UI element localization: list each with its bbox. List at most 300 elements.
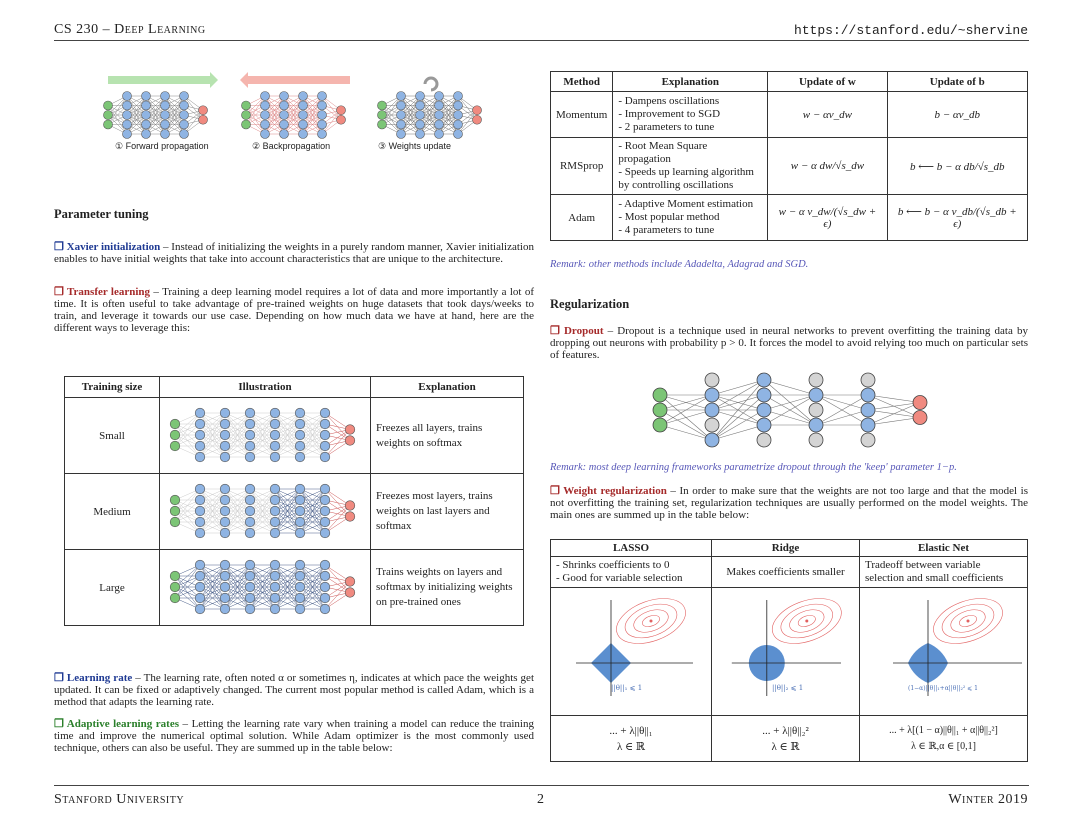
neuron [220,517,230,527]
regularization-table [550,539,1028,762]
fig-label-backprop: ② Backpropagation [252,141,331,151]
footer-rule [54,785,1029,786]
neuron [270,484,280,494]
table-row [65,474,524,550]
optimizer-table [550,71,1028,241]
neuron [245,560,255,570]
neuron [454,101,463,110]
neuron [454,92,463,101]
neuron [195,517,205,527]
neuron [142,101,151,110]
net-edge [712,425,764,440]
neuron [245,441,255,451]
neuron [220,495,230,505]
neuron [318,101,327,110]
neuron [245,571,255,581]
neuron [220,452,230,462]
neuron [705,433,719,447]
neuron [220,593,230,603]
adaptive-lr-title: ❐ Adaptive learning rates [54,718,179,730]
neuron [295,582,305,592]
table-row [65,398,524,474]
dropped-neuron [809,433,823,447]
neuron [142,130,151,139]
fig-label-forward: ① Forward propagation [115,141,209,151]
exp-medium: Freezes most layers, trains weights on last layers and softmax [371,474,524,550]
method-rmsprop: RMSprop [551,138,613,195]
neuron [318,130,327,139]
neuron [705,403,719,417]
desc-lasso: - Shrinks coefficients to 0 - Good for variable selection [551,557,712,588]
neuron [345,501,355,511]
neuron [261,111,270,120]
neuron [199,115,208,124]
neuron [318,92,327,101]
th-training-size: Training size [65,377,160,398]
neuron [270,582,280,592]
neuron [220,484,230,494]
neuron [261,92,270,101]
neuron [378,111,387,120]
neuron [245,495,255,505]
neuron [242,101,251,110]
neuron [320,484,330,494]
w-momentum: w − αv_dw [768,92,887,138]
neuron [435,101,444,110]
neuron [861,418,875,432]
neuron [653,403,667,417]
neuron [245,430,255,440]
dropped-neuron [809,403,823,417]
neuron [104,111,113,120]
table-row [551,92,1028,138]
constraint-ridge: ||θ||₂ ⩽ 1 [772,684,804,692]
neuron [142,92,151,101]
dropped-neuron [809,373,823,387]
net-edge [712,410,764,440]
neuron [861,403,875,417]
neuron [195,593,205,603]
neuron [161,101,170,110]
neuron [161,130,170,139]
table-row [551,195,1028,241]
neuron [280,130,289,139]
neuron [220,506,230,516]
dropout-paragraph: ❐ Dropout – Dropout is a technique used in neural networks to prevent overfitting the training data by dropping out neurons with probability p > 0. It forces the model to avoid relying too much on particular sets of features. [550,325,1028,361]
neuron [104,101,113,110]
illus-small [160,398,371,474]
neuron [757,418,771,432]
neuron [416,130,425,139]
header-rule [54,40,1029,41]
dropped-neuron [861,373,875,387]
net-edge [108,96,127,125]
neuron [295,441,305,451]
neuron [170,517,180,527]
neuron [220,571,230,581]
b-rmsprop: b ⟵ b − α db/√s_db [887,138,1027,195]
neuron [345,512,355,522]
neuron [295,452,305,462]
neuron [345,577,355,587]
plot-elastic [860,588,1028,716]
neuron [170,419,180,429]
neuron [261,120,270,129]
neuron [123,111,132,120]
neuron [705,388,719,402]
neuron [270,517,280,527]
neuron [653,388,667,402]
net-edge [175,489,200,522]
size-medium: Medium [65,474,160,550]
neuron [242,120,251,129]
neuron [320,517,330,527]
neuron [180,120,189,129]
backward-arrow [240,72,350,88]
neuron [318,120,327,129]
neuron [245,582,255,592]
neuron [245,528,255,538]
b-adam: b ⟵ b − α v_db/(√s_db + ϵ) [887,195,1027,241]
illus-large [160,550,371,626]
net-edge [246,96,265,125]
neuron [195,408,205,418]
net-edge [868,395,920,403]
neuron [220,441,230,451]
neuron [913,411,927,425]
neuron [180,92,189,101]
neuron [180,130,189,139]
neuron [245,604,255,614]
net-edge [764,410,816,425]
neuron [270,528,280,538]
neuron [435,92,444,101]
net-edge [868,403,920,426]
header-left: CS 230 – Deep Learning [54,22,206,37]
neuron [299,130,308,139]
neuron [416,120,425,129]
neuron [242,111,251,120]
neuron [170,441,180,451]
xavier-paragraph: ❐ Xavier initialization – Instead of initializing the weights in a purely random manner, Xavier initialization enables to have initial weights that take into account characteristics that are unique to the architecture. [54,241,534,265]
neuron [757,373,771,387]
learning-rate-title: ❐ Learning rate [54,672,133,684]
neuron [195,419,205,429]
net-edge [660,410,712,425]
net-edge [175,565,200,598]
neuron [270,408,280,418]
neuron [295,430,305,440]
neuron [195,506,205,516]
neuron [295,604,305,614]
neuron [195,484,205,494]
neuron [280,120,289,129]
constraint-lasso: ||θ||₁ ⩽ 1 [611,684,643,692]
dropout-figure [645,370,935,450]
neuron [195,582,205,592]
optimum-point [805,620,808,623]
constraint-elastic: (1−α)||θ||₁+α||θ||₂² ⩽ 1 [908,685,978,692]
net-edge [660,410,712,440]
dropped-neuron [705,418,719,432]
fig-label-update: ③ Weights update [378,141,451,151]
neuron [757,403,771,417]
neuron [653,418,667,432]
optimum-point [967,620,970,623]
neuron [270,419,280,429]
neuron [416,92,425,101]
neuron [861,388,875,402]
neuron [280,111,289,120]
neuron [337,115,346,124]
forward-arrow [108,72,218,88]
adaptive-lr-paragraph: ❐ Adaptive learning rates – Letting the learning rate vary when training a model can reduce the training time and improve the numerical optimal solution. While Adam optimizer is the most commonly used technique, others can also be useful. They are summed up in the table below: [54,718,534,754]
neuron [397,111,406,120]
net-edge [175,413,200,446]
size-small: Small [65,398,160,474]
neuron [195,571,205,581]
neuron [195,495,205,505]
neuron [142,111,151,120]
neuron [809,388,823,402]
desc-elastic: Tradeoff between variable selection and small coefficients [860,557,1028,588]
neuron [454,111,463,120]
neuron [320,604,330,614]
neuron [270,593,280,603]
neuron [295,419,305,429]
neuron [473,106,482,115]
neuron [320,495,330,505]
neuron [299,92,308,101]
neuron [345,425,355,435]
illus-medium [160,474,371,550]
neuron [295,593,305,603]
neuron [161,92,170,101]
net-edge [816,395,868,410]
neuron [397,120,406,129]
neuron [320,593,330,603]
neuron [170,593,180,603]
neuron [318,111,327,120]
neuron [123,101,132,110]
neuron [295,560,305,570]
method-adam: Adam [551,195,613,241]
neuron [245,419,255,429]
exp-adam: - Adaptive Moment estimation - Most popular method - 4 parameters to tune [613,195,768,241]
neuron [170,571,180,581]
neuron [270,506,280,516]
neuron [295,495,305,505]
neuron [245,506,255,516]
section-parameter-tuning: Parameter tuning [54,207,149,221]
neuron [913,396,927,410]
neuron [245,517,255,527]
method-momentum: Momentum [551,92,613,138]
transfer-title: ❐ Transfer learning [54,286,151,298]
neuron [345,436,355,446]
neuron [142,120,151,129]
exp-rmsprop: - Root Mean Square propagation - Speeds up learning algorithm by controlling oscillations [613,138,768,195]
dropped-neuron [757,433,771,447]
neuron [195,441,205,451]
neuron [295,484,305,494]
weight-reg-title: ❐ Weight regularization [550,485,667,497]
neuron [345,588,355,598]
th-elastic-net: Elastic Net [860,540,1028,557]
neuron [195,560,205,570]
neuron [220,528,230,538]
neuron [320,441,330,451]
neuron [199,106,208,115]
neuron [261,101,270,110]
neuron [170,430,180,440]
footer-right: Winter 2019 [948,792,1028,807]
neuron [320,419,330,429]
neuron [104,120,113,129]
neuron [337,106,346,115]
neuron [320,560,330,570]
neuron [245,452,255,462]
neuron [170,506,180,516]
neuron [220,582,230,592]
net-edge [712,395,764,440]
neuron [473,115,482,124]
learning-rate-paragraph: ❐ Learning rate – The learning rate, often noted α or sometimes η, indicates at which pace the weights get updated. It can be fixed or adaptively changed. The current most popular method is called Adam, which is a method that adapts the learning rate. [54,672,534,708]
neuron [270,560,280,570]
neuron [123,92,132,101]
th-update-b: Update of b [887,72,1027,92]
neuron [280,92,289,101]
neuron [454,120,463,129]
refresh-icon [425,78,437,90]
neuron [270,604,280,614]
neuron [320,506,330,516]
neuron [180,101,189,110]
neuron [220,560,230,570]
w-rmsprop: w − α dw/√s_dw [768,138,887,195]
b-momentum: b − αv_db [887,92,1027,138]
net-edge [816,410,868,425]
neuron [435,120,444,129]
neuron [270,571,280,581]
remark-dropout: Remark: most deep learning frameworks parametrize dropout through the 'keep' parameter 1−p. [550,462,957,473]
neuron [435,130,444,139]
plot-lasso [551,588,712,716]
net-edge [868,403,920,411]
neuron [270,452,280,462]
footer-left: Stanford University [54,792,185,807]
table-row [551,138,1028,195]
neuron [435,111,444,120]
neuron [220,419,230,429]
neuron [295,571,305,581]
table-row [65,550,524,626]
neuron [280,101,289,110]
neuron [320,408,330,418]
neuron [220,408,230,418]
section-regularization: Regularization [550,297,630,311]
neuron [245,593,255,603]
neuron [261,130,270,139]
th-method: Method [551,72,613,92]
neuron [270,441,280,451]
neuron [245,408,255,418]
dropout-title: ❐ Dropout [550,325,604,337]
neuron [220,430,230,440]
net-edge [764,395,816,410]
formula-elastic: ... + λ[(1 − α)||θ||₁ + α||θ||₂²] λ ∈ ℝ,α ∈ [0,1] [860,716,1028,762]
remark-optimizers: Remark: other methods include Adadelta, Adagrad and SGD. [550,259,809,270]
plot-ridge [712,588,860,716]
neuron [299,120,308,129]
neuron [299,111,308,120]
neuron [123,130,132,139]
th-illustration: Illustration [160,377,371,398]
exp-momentum: - Dampens oscillations - Improvement to SGD - 2 parameters to tune [613,92,768,138]
neuron [170,495,180,505]
net-edge [382,96,401,125]
neuron [397,130,406,139]
neuron [270,495,280,505]
neuron [195,430,205,440]
neuron [378,101,387,110]
exp-large: Trains weights on layers and softmax by initializing weights on pre-trained ones [371,550,524,626]
neuron [123,120,132,129]
th-explanation: Explanation [371,377,524,398]
neuron [299,101,308,110]
neuron [295,517,305,527]
neuron [180,111,189,120]
th-update-w: Update of w [768,72,887,92]
transfer-table [64,376,524,626]
dropped-neuron [861,433,875,447]
th-explanation-opt: Explanation [613,72,768,92]
neuron [397,92,406,101]
neuron [195,604,205,614]
neuron [270,430,280,440]
formula-ridge: ... + λ||θ||₂² λ ∈ ℝ [712,716,860,762]
neuron [245,484,255,494]
net-edge [712,380,764,395]
transfer-paragraph: ❐ Transfer learning – Training a deep learning model requires a lot of data and more importantly a lot of time. It is often useful to take advantage of pre-trained weights on huge datasets that took days/weeks to train, and leverage it towards our use case. Depending on how much data we have at hand, here are the different ways to leverage this: [54,286,534,334]
desc-ridge: Makes coefficients smaller [712,557,860,588]
neuron [320,430,330,440]
neuron [809,418,823,432]
page-number: 2 [537,792,545,807]
neuron [320,582,330,592]
neuron [757,388,771,402]
net-edge [764,380,816,395]
formula-lasso: ... + λ||θ||₁ λ ∈ ℝ [551,716,712,762]
neuron [295,528,305,538]
w-adam: w − α v_dw/(√s_dw + ϵ) [768,195,887,241]
th-ridge: Ridge [712,540,860,557]
neuron [195,452,205,462]
th-lasso: LASSO [551,540,712,557]
size-large: Large [65,550,160,626]
neuron [454,130,463,139]
neuron [161,120,170,129]
neuron [295,408,305,418]
neuron [397,101,406,110]
header-url[interactable]: https://stanford.edu/~shervine [793,23,1028,38]
neuron [320,528,330,538]
neuron [320,571,330,581]
dropped-neuron [705,373,719,387]
neuron [416,111,425,120]
net-edge [868,418,920,426]
neuron [378,120,387,129]
